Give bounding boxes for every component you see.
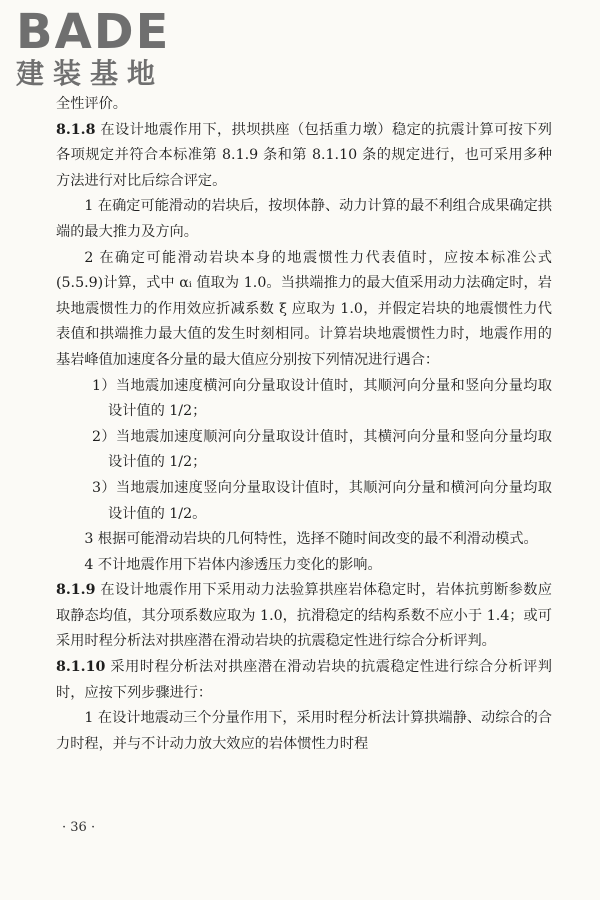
item-1-step: 1 在设计地震动三个分量作用下，采用时程分析法计算拱端静、动综合的合力时程，并与不计动力放大效应的岩体惯性力时程 bbox=[56, 710, 552, 752]
clause-text: 采用时程分析法对拱座潜在滑动岩块的抗震稳定性进行综合分析评判时，应按下列步骤进行： bbox=[56, 659, 552, 701]
logo-subtitle-text: 建装基地 bbox=[16, 57, 165, 90]
page-number: · 36 · bbox=[62, 820, 96, 835]
sub-item-2: 2）当地震加速度顺河向分量取设计值时，其横河向分量和竖向分量均取设计值的 1/2； bbox=[92, 428, 552, 471]
item-2: 2 在确定可能滑动岩块本身的地震惯性力代表值时，应按本标准公式(5.5.9)计算，式中 αᵢ 值取为 1.0。当拱端推力的最大值采用动力法确定时，岩块地震惯性力的作用效应折减系数 ξ 应取为 1.0，并假定岩块的地震惯性力代表值和拱端推力最大值的发生时刻相同。计算岩块地震惯性力时，地震作用的基岩峰值加速度各分量的最大值应分别按下列情况进行遇合： bbox=[56, 249, 552, 368]
clause-8-1-10 bbox=[56, 655, 552, 706]
paragraph-continuation: 全性评价。 bbox=[56, 96, 127, 112]
clause-8-1-9 bbox=[56, 578, 552, 655]
sub-item-1: 1）当地震加速度横河向分量取设计值时，其顺河向分量和竖向分量均取设计值的 1/2； bbox=[92, 377, 552, 420]
clause-text: 在设计地震作用下，拱坝拱座（包括重力墩）稳定的抗震计算可按下列各项规定并符合本标准第 8.1.9 条和第 8.1.10 条的规定进行，也可采用多种方法进行对比后综合评定。 bbox=[56, 121, 552, 189]
clause-number: 8.1.9 bbox=[56, 582, 96, 599]
clause-number: 8.1.10 bbox=[56, 659, 106, 676]
item-4: 4 不计地震作用下岩体内渗透压力变化的影响。 bbox=[84, 556, 382, 573]
item-3: 3 根据可能滑动岩块的几何特性，选择不随时间改变的最不利滑动模式。 bbox=[84, 531, 538, 548]
clause-text: 在设计地震作用下采用动力法验算拱座岩体稳定时，岩体抗剪断参数应取静态均值，其分项系数应取为 1.0，抗滑稳定的结构系数不应小于 1.4；或可采用时程分析法对拱座潜在滑动岩块的抗震稳定性进行综合分析评判。 bbox=[56, 582, 552, 650]
item-1: 1 在确定可能滑动的岩块后，按坝体静、动力计算的最不利组合成果确定拱端的最大推力及方向。 bbox=[56, 198, 552, 240]
clause-8-1-8 bbox=[56, 118, 552, 195]
publisher-logo bbox=[16, 4, 171, 90]
clause-number: 8.1.8 bbox=[56, 121, 96, 138]
sub-item-3: 3）当地震加速度竖向分量取设计值时，其顺河向分量和横河向分量均取设计值的 1/2。 bbox=[92, 479, 552, 522]
logo-brand-text: BADE bbox=[16, 4, 171, 60]
document-body bbox=[56, 92, 552, 757]
